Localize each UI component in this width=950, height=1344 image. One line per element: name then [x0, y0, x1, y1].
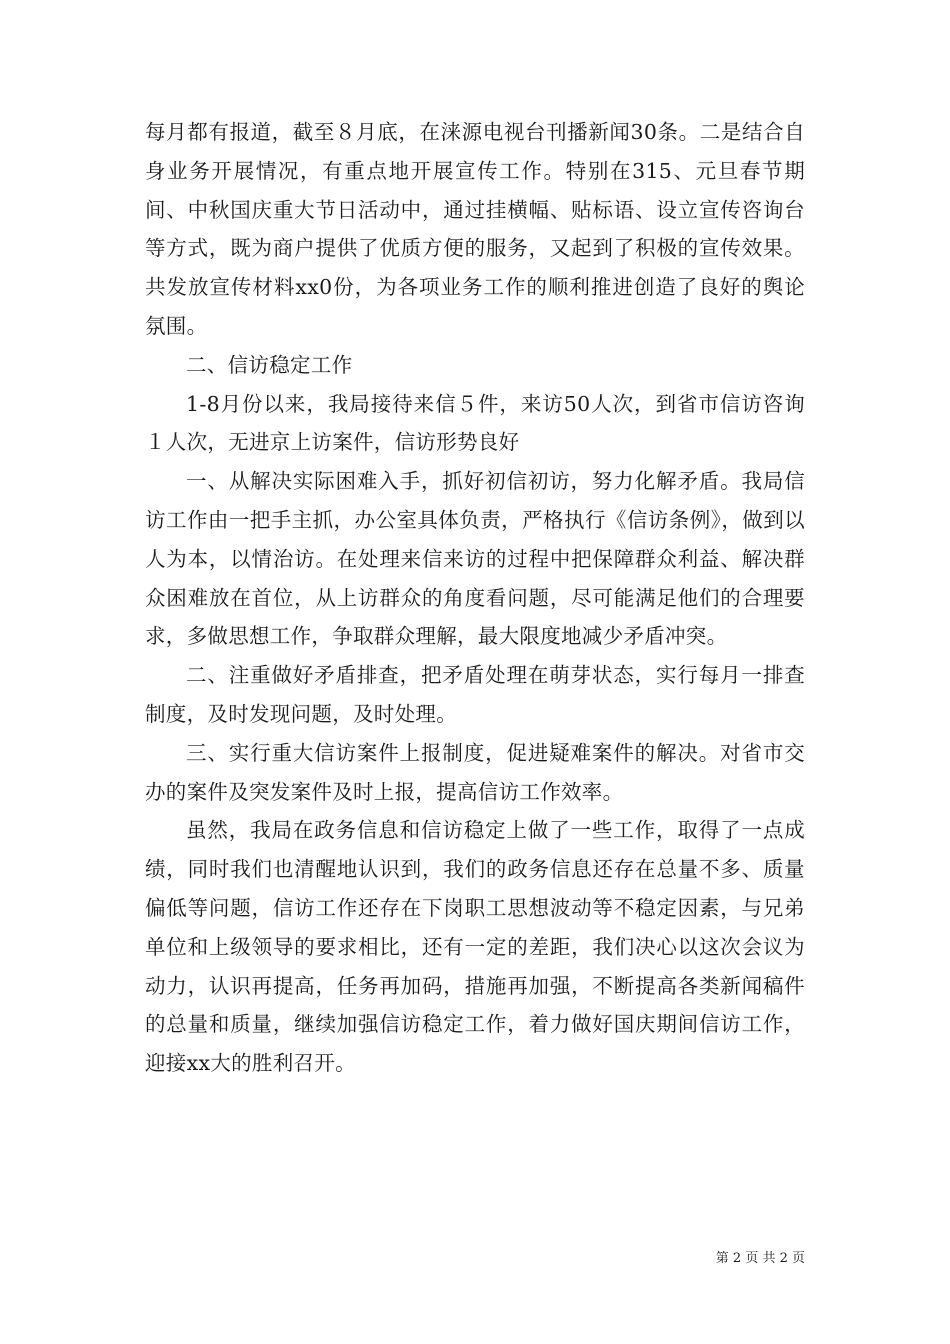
section-heading: 二、信访稳定工作 [186, 352, 353, 377]
paragraph-point-two: 二、注重做好矛盾排查，把矛盾处理在萌芽状态，实行每月一排查制度，及时发现问题，及时处理。 [145, 663, 805, 726]
paragraph-point-one: 一、从解决实际困难入手，抓好初信初访，努力化解矛盾。我局信访工作由一把手主抓，办公室具体负责，严格执行《信访条例》，做到以人为本，以情治访。在处理来信来访的过程中把保障群众利益、解决群众困难放在首位，从上访群众的角度看问题，尽可能满足他们的合理要求，多做思想工作，争取群众理解，最大限度地减少矛盾冲突。 [145, 469, 805, 649]
paragraph-continuation: 每月都有报道，截至８月底，在涞源电视台刊播新闻30条。二是结合自身业务开展情况，有重点地开展宣传工作。特别在315、元旦春节期间、中秋国庆重大节日活动中，通过挂横幅、贴标语、设立宣传咨询台等方式，既为商户提供了优质方便的服务，又起到了积极的宣传效果。共发放宣传材料xx0份，为各项业务工作的顺利推进创造了良好的舆论氛围。 [145, 120, 805, 338]
page-number-footer: 第 2 页 共 2 页 [715, 1251, 805, 1266]
paragraph-conclusion: 虽然，我局在政务信息和信访稳定上做了一些工作，取得了一点成绩，同时我们也清醒地认识到，我们的政务信息还存在总量不多、质量偏低等问题，信访工作还存在下岗职工思想波动等不稳定因素，与兄弟单位和上级领导的要求相比，还有一定的差距，我们决心以这次会议为动力，认识再提高，任务再加码，措施再加强，不断提高各类新闻稿件的总量和质量，继续加强信访稳定工作，着力做好国庆期间信访工作，迎接xx大的胜利召开。 [145, 818, 805, 1076]
paragraph-point-three: 三、实行重大信访案件上报制度，促进疑难案件的解决。对省市交办的案件及突发案件及时上报，提高信访工作效率。 [145, 740, 805, 804]
paragraph-petition-summary: 1-8月份以来，我局接待来信５件，来访50人次，到省市信访咨询１人次，无进京上访案件，信访形势良好 [145, 391, 805, 455]
document-body [145, 113, 805, 1083]
